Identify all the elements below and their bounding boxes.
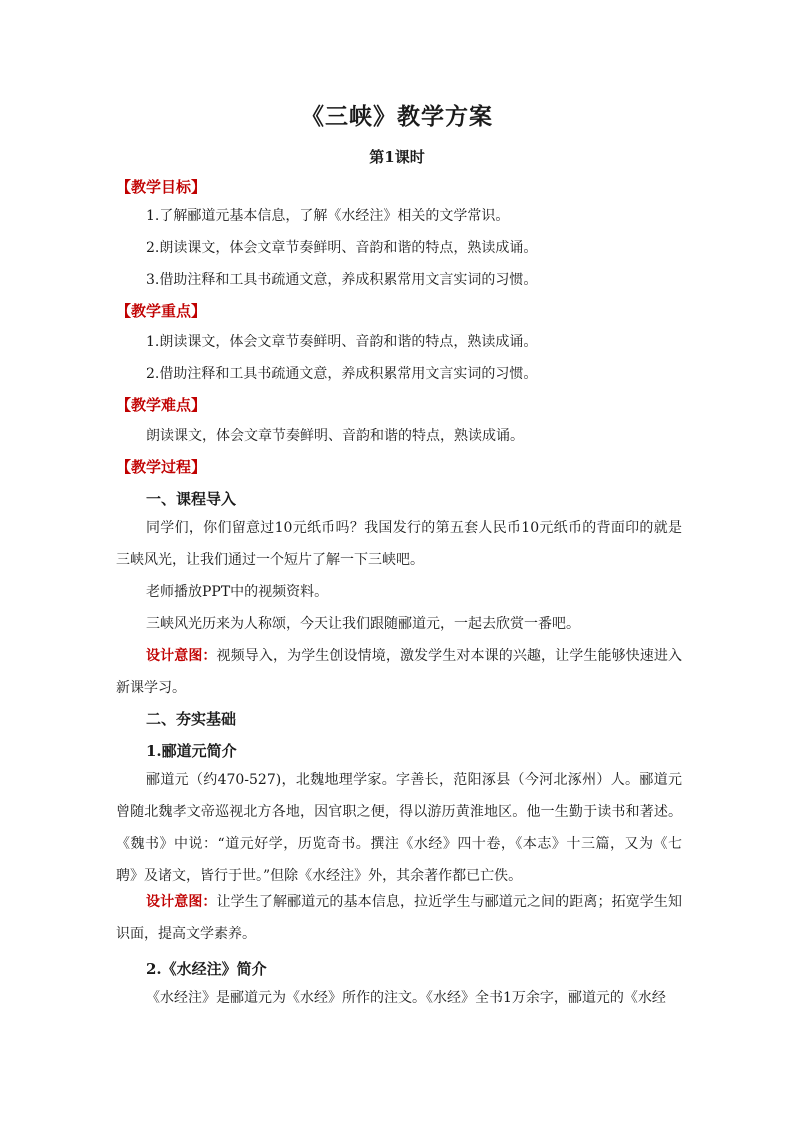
goal-item-1: 1.了解郦道元基本信息，了解《水经注》相关的文学常识。 (146, 208, 510, 224)
part2-sub1-paragraph: 郦道元（约470-527)，北魏地理学家。字善长，范阳涿县（今河北涿州）人。郦道元曾随北魏孝文帝巡视北方各地，因官职之便，得以游历黄淮地区。他一生勤于读书和著述。《魏书》中说：“道元好学，历览奇书。撰注《水经》四十卷，《本志》十三篇，又为《七聘》及诸文，皆行于世。”但除《水经注》外，其余著作都已亡佚。 (116, 772, 682, 884)
section-heading-key-points: 【教学重点】 (116, 302, 207, 320)
part2-sub1-heading: 1.郦道元简介 (146, 742, 237, 760)
part1-heading: 一、课程导入 (146, 490, 237, 508)
section-heading-goals: 【教学目标】 (116, 178, 207, 196)
part2-heading: 二、夯实基础 (146, 710, 237, 728)
part2-design-intent (116, 886, 682, 950)
part2-sub2-paragraph: 《水经注》是郦道元为《水经》所作的注文。《水经》全书1万余字，郦道元的《水经 (146, 990, 666, 1006)
design-intent-label: 设计意图： (146, 894, 217, 910)
goal-item-3: 3.借助注释和工具书疏通文意，养成积累常用文言实词的习惯。 (146, 272, 538, 288)
document-title: 《三峡》教学方案 (301, 103, 493, 130)
difficulty-text: 朗读课文，体会文章节奏鲜明、音韵和谐的特点，熟读成诵。 (146, 428, 524, 444)
part2-sub2-heading: 2.《水经注》简介 (146, 960, 267, 978)
lesson-subtitle: 第1课时 (369, 148, 425, 166)
key-point-item-2: 2.借助注释和工具书疏通文意，养成积累常用文言实词的习惯。 (146, 366, 538, 382)
design-intent-text: 视频导入，为学生创设情境，激发学生对本课的兴趣，让学生能够快速进入新课学习。 (116, 648, 683, 696)
key-point-item-1: 1.朗读课文，体会文章节奏鲜明、音韵和谐的特点，熟读成诵。 (146, 334, 538, 350)
part1-paragraph-3: 三峡风光历来为人称颂，今天让我们跟随郦道元，一起去欣赏一番吧。 (146, 616, 580, 632)
section-heading-process: 【教学过程】 (116, 458, 207, 476)
part1-paragraph-2: 老师播放PPT中的视频资料。 (146, 584, 329, 600)
design-intent-text: 让学生了解郦道元的基本信息，拉近学生与郦道元之间的距离；拓宽学生知识面，提高文学素养。 (116, 894, 683, 942)
section-heading-difficulties: 【教学难点】 (116, 396, 207, 414)
part1-paragraph-1: 同学们，你们留意过10元纸币吗？我国发行的第五套人民币10元纸币的背面印的就是三峡风光，让我们通过一个短片了解一下三峡吧。 (116, 520, 682, 568)
goal-item-2: 2.朗读课文，体会文章节奏鲜明、音韵和谐的特点，熟读成诵。 (146, 240, 538, 256)
part1-design-intent (116, 640, 682, 704)
design-intent-label: 设计意图： (146, 648, 217, 664)
